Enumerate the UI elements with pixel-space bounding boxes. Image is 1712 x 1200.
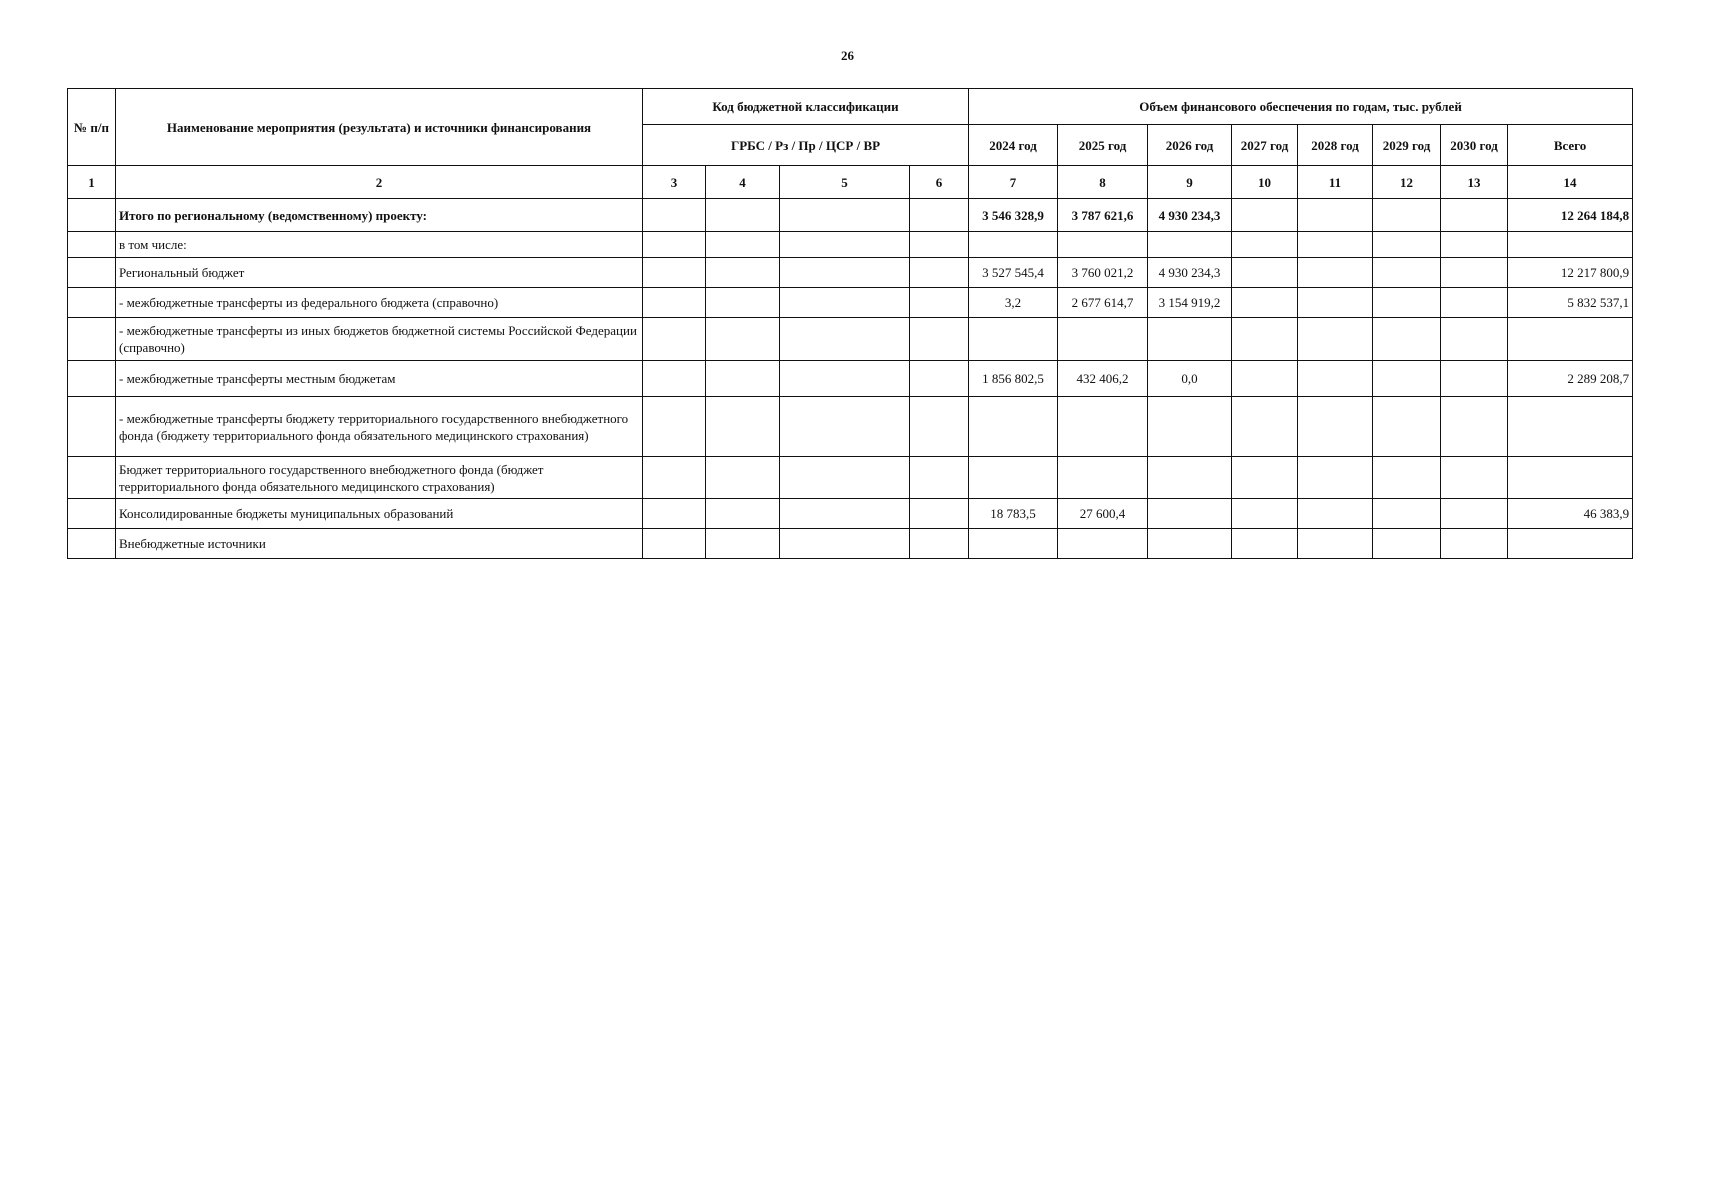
year-value-cell	[1373, 288, 1441, 318]
year-value-cell	[1373, 397, 1441, 457]
year-value-cell	[1058, 397, 1148, 457]
row-number-cell	[68, 397, 116, 457]
budget-code-cell	[910, 232, 969, 258]
year-value-cell	[1441, 318, 1508, 361]
budget-code-cell	[910, 288, 969, 318]
column-number: 4	[706, 166, 780, 199]
row-total: 46 383,9	[1508, 499, 1633, 529]
budget-code-cell	[706, 288, 780, 318]
year-value-cell	[1373, 258, 1441, 288]
year-value-cell	[1441, 232, 1508, 258]
year-value-cell: 2 677 614,7	[1058, 288, 1148, 318]
budget-code-cell	[706, 499, 780, 529]
budget-code-cell	[780, 499, 910, 529]
table-row	[68, 258, 1633, 288]
year-value-cell	[1373, 499, 1441, 529]
column-number: 6	[910, 166, 969, 199]
year-value-cell	[1441, 258, 1508, 288]
year-value-cell	[1148, 397, 1232, 457]
budget-code-cell	[780, 457, 910, 499]
budget-code-cell	[643, 457, 706, 499]
budget-code-cell	[643, 361, 706, 397]
year-value-cell	[1232, 199, 1298, 232]
year-value-cell	[1232, 499, 1298, 529]
year-value-cell	[1232, 529, 1298, 559]
year-value-cell	[1441, 499, 1508, 529]
table-row	[68, 318, 1633, 361]
budget-code-cell	[643, 529, 706, 559]
row-number-cell	[68, 288, 116, 318]
row-total	[1508, 232, 1633, 258]
header-budget-code-group: Код бюджетной классификации	[643, 89, 969, 125]
budget-code-cell	[780, 529, 910, 559]
year-value-cell	[969, 529, 1058, 559]
row-number-cell	[68, 361, 116, 397]
header-year-2024: 2024 год	[969, 125, 1058, 166]
row-name: Консолидированные бюджеты муниципальных образований	[116, 499, 643, 529]
year-value-cell	[1058, 529, 1148, 559]
year-value-cell: 3 546 328,9	[969, 199, 1058, 232]
table-row	[68, 457, 1633, 499]
row-total: 5 832 537,1	[1508, 288, 1633, 318]
year-value-cell	[969, 457, 1058, 499]
year-value-cell	[1298, 397, 1373, 457]
year-value-cell	[1232, 232, 1298, 258]
header-year-2030: 2030 год	[1441, 125, 1508, 166]
budget-code-cell	[780, 397, 910, 457]
year-value-cell	[1298, 258, 1373, 288]
column-number: 2	[116, 166, 643, 199]
year-value-cell: 4 930 234,3	[1148, 258, 1232, 288]
row-name: в том числе:	[116, 232, 643, 258]
column-number: 3	[643, 166, 706, 199]
budget-code-cell	[910, 199, 969, 232]
column-number: 9	[1148, 166, 1232, 199]
year-value-cell: 4 930 234,3	[1148, 199, 1232, 232]
header-name: Наименование мероприятия (результата) и источники финансирования	[116, 89, 643, 166]
year-value-cell	[1298, 529, 1373, 559]
year-value-cell	[1441, 457, 1508, 499]
budget-code-cell	[910, 258, 969, 288]
year-value-cell	[1148, 232, 1232, 258]
header-volume-group: Объем финансового обеспечения по годам, тыс. рублей	[969, 89, 1633, 125]
year-value-cell: 3 760 021,2	[1058, 258, 1148, 288]
year-value-cell: 1 856 802,5	[969, 361, 1058, 397]
budget-code-cell	[910, 457, 969, 499]
year-value-cell	[1232, 288, 1298, 318]
header-total: Всего	[1508, 125, 1633, 166]
year-value-cell: 3 527 545,4	[969, 258, 1058, 288]
row-number-cell	[68, 499, 116, 529]
column-number-row	[68, 166, 1633, 199]
year-value-cell: 27 600,4	[1058, 499, 1148, 529]
year-value-cell	[1373, 318, 1441, 361]
year-value-cell	[1232, 318, 1298, 361]
column-number: 10	[1232, 166, 1298, 199]
year-value-cell	[1058, 232, 1148, 258]
year-value-cell	[1441, 529, 1508, 559]
column-number: 12	[1373, 166, 1441, 199]
row-name: Внебюджетные источники	[116, 529, 643, 559]
year-value-cell	[1373, 199, 1441, 232]
budget-code-cell	[706, 529, 780, 559]
column-number: 7	[969, 166, 1058, 199]
year-value-cell	[1373, 529, 1441, 559]
row-total	[1508, 529, 1633, 559]
budget-code-cell	[780, 288, 910, 318]
row-number-cell	[68, 232, 116, 258]
year-value-cell	[1148, 318, 1232, 361]
budget-code-cell	[910, 318, 969, 361]
year-value-cell	[1373, 361, 1441, 397]
year-value-cell	[1298, 499, 1373, 529]
row-name: Бюджет территориального государственного внебюджетного фонда (бюджет территориального фонда обязательного медицинского страхования)	[116, 457, 643, 499]
year-value-cell: 18 783,5	[969, 499, 1058, 529]
year-value-cell	[1441, 288, 1508, 318]
year-value-cell: 3 154 919,2	[1148, 288, 1232, 318]
header-budget-code-sub: ГРБС / Рз / Пр / ЦСР / ВР	[643, 125, 969, 166]
year-value-cell	[1298, 318, 1373, 361]
row-total	[1508, 457, 1633, 499]
row-number-cell	[68, 199, 116, 232]
year-value-cell	[1298, 199, 1373, 232]
budget-code-cell	[643, 199, 706, 232]
row-name: - межбюджетные трансферты бюджету территориального государственного внебюджетного фонда (бюджету территориального фонда обязательного медицинского страхования)	[116, 397, 643, 457]
budget-code-cell	[780, 258, 910, 288]
year-value-cell: 432 406,2	[1058, 361, 1148, 397]
year-value-cell: 0,0	[1148, 361, 1232, 397]
row-name: Региональный бюджет	[116, 258, 643, 288]
row-total	[1508, 318, 1633, 361]
header-year-2027: 2027 год	[1232, 125, 1298, 166]
row-name: - межбюджетные трансферты из иных бюджетов бюджетной системы Российской Федерации (справочно)	[116, 318, 643, 361]
budget-code-cell	[910, 361, 969, 397]
column-number: 5	[780, 166, 910, 199]
budget-code-cell	[910, 499, 969, 529]
year-value-cell	[1298, 361, 1373, 397]
year-value-cell	[1298, 232, 1373, 258]
column-number: 1	[68, 166, 116, 199]
year-value-cell	[1373, 232, 1441, 258]
row-total: 12 217 800,9	[1508, 258, 1633, 288]
year-value-cell: 3,2	[969, 288, 1058, 318]
budget-code-cell	[643, 318, 706, 361]
budget-code-cell	[643, 397, 706, 457]
budget-table	[67, 88, 1633, 559]
budget-code-cell	[643, 258, 706, 288]
budget-code-cell	[706, 397, 780, 457]
row-total: 2 289 208,7	[1508, 361, 1633, 397]
year-value-cell	[1148, 499, 1232, 529]
year-value-cell	[969, 397, 1058, 457]
column-number: 13	[1441, 166, 1508, 199]
budget-code-cell	[910, 397, 969, 457]
column-number: 11	[1298, 166, 1373, 199]
budget-code-cell	[706, 361, 780, 397]
table-row	[68, 397, 1633, 457]
year-value-cell	[1441, 361, 1508, 397]
row-name: - межбюджетные трансферты местным бюджетам	[116, 361, 643, 397]
budget-code-cell	[780, 361, 910, 397]
row-name: Итого по региональному (ведомственному) проекту:	[116, 199, 643, 232]
row-name: - межбюджетные трансферты из федерального бюджета (справочно)	[116, 288, 643, 318]
table-row	[68, 361, 1633, 397]
year-value-cell	[1298, 457, 1373, 499]
column-number: 14	[1508, 166, 1633, 199]
budget-code-cell	[706, 232, 780, 258]
year-value-cell	[1232, 258, 1298, 288]
year-value-cell	[1298, 288, 1373, 318]
year-value-cell	[1148, 529, 1232, 559]
budget-code-cell	[780, 318, 910, 361]
header-row-number: № п/п	[68, 89, 116, 166]
year-value-cell	[1373, 457, 1441, 499]
year-value-cell	[1441, 199, 1508, 232]
year-value-cell	[969, 232, 1058, 258]
header-year-2029: 2029 год	[1373, 125, 1441, 166]
budget-code-cell	[910, 529, 969, 559]
row-number-cell	[68, 457, 116, 499]
year-value-cell	[1232, 397, 1298, 457]
year-value-cell	[1232, 361, 1298, 397]
budget-code-cell	[643, 288, 706, 318]
header-year-2025: 2025 год	[1058, 125, 1148, 166]
row-total	[1508, 397, 1633, 457]
header-year-2028: 2028 год	[1298, 125, 1373, 166]
year-value-cell	[1148, 457, 1232, 499]
row-number-cell	[68, 318, 116, 361]
table-row	[68, 499, 1633, 529]
year-value-cell	[969, 318, 1058, 361]
year-value-cell	[1058, 457, 1148, 499]
column-number: 8	[1058, 166, 1148, 199]
budget-code-cell	[780, 199, 910, 232]
table-row	[68, 232, 1633, 258]
year-value-cell	[1232, 457, 1298, 499]
budget-code-cell	[780, 232, 910, 258]
year-value-cell	[1441, 397, 1508, 457]
year-value-cell	[1058, 318, 1148, 361]
row-total: 12 264 184,8	[1508, 199, 1633, 232]
page-number: 26	[841, 48, 854, 63]
budget-code-cell	[706, 318, 780, 361]
header-year-2026: 2026 год	[1148, 125, 1232, 166]
budget-code-cell	[643, 499, 706, 529]
row-number-cell	[68, 258, 116, 288]
table-row	[68, 199, 1633, 232]
table-row	[68, 288, 1633, 318]
budget-code-cell	[706, 199, 780, 232]
budget-code-cell	[643, 232, 706, 258]
year-value-cell: 3 787 621,6	[1058, 199, 1148, 232]
row-number-cell	[68, 529, 116, 559]
table-row	[68, 529, 1633, 559]
budget-code-cell	[706, 457, 780, 499]
budget-code-cell	[706, 258, 780, 288]
